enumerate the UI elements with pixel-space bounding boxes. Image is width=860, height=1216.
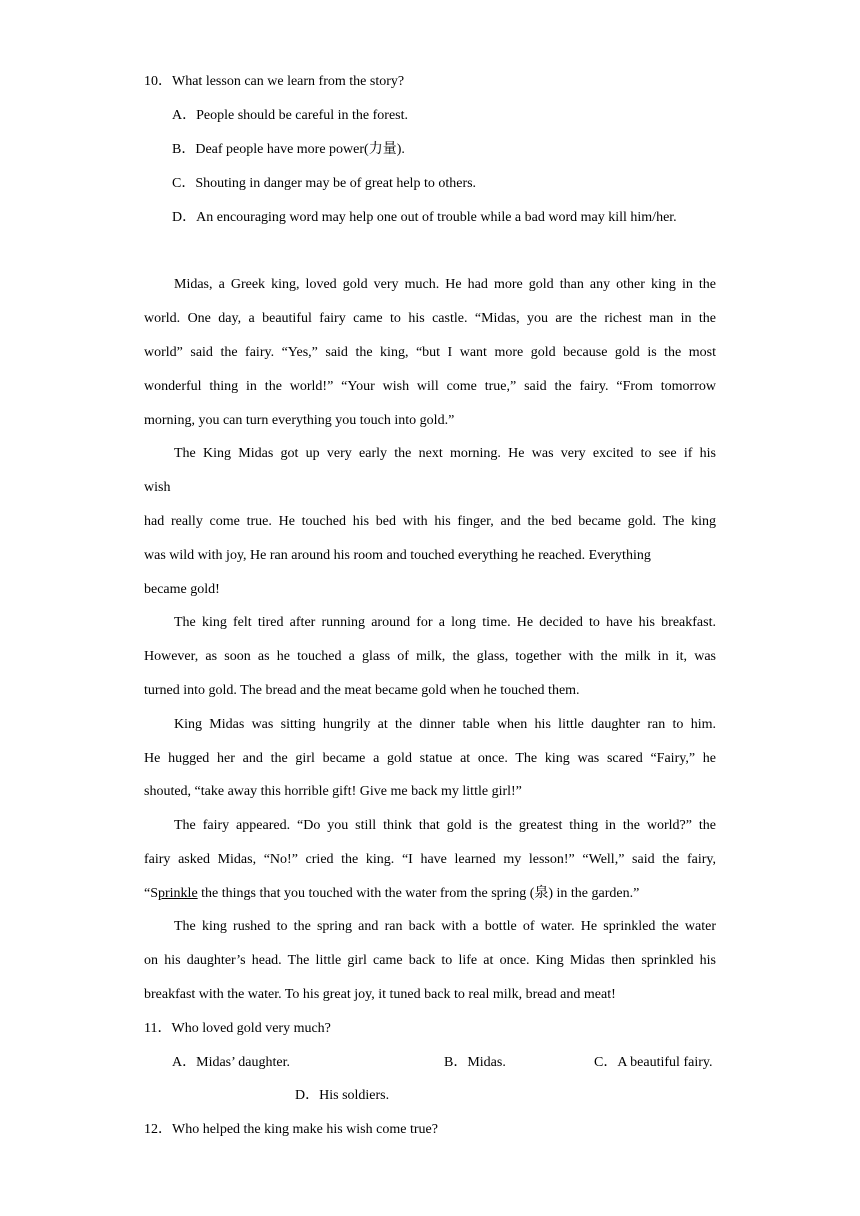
option-text: Deaf people have more power(力量). xyxy=(195,142,405,157)
passage-line: became gold! xyxy=(144,582,220,597)
option-letter: B． xyxy=(172,142,196,157)
passage-line: However, as soon as he touched a glass of milk, the glass, together with the milk in it, was xyxy=(144,649,716,664)
passage-line: Midas, a Greek king, loved gold very much. He had more gold than any other king in the xyxy=(174,277,716,292)
passage-line: world. One day, a beautiful fairy came to his castle. “Midas, you are the richest man in the xyxy=(144,311,716,326)
option-text: Shouting in danger may be of great help to others. xyxy=(195,176,477,191)
option-text: People should be careful in the forest. xyxy=(196,108,409,123)
passage-line xyxy=(144,884,716,904)
passage-line: He hugged her and the girl became a gold statue at once. The king was scared “Fairy,” he xyxy=(144,751,716,766)
option-letter: A． xyxy=(172,1055,197,1070)
passage-line: The king rushed to the spring and ran back with a bottle of water. He sprinkled the water xyxy=(174,919,716,934)
passage-line: shouted, “take away this horrible gift! Give me back my little girl!” xyxy=(144,784,522,799)
passage-line: fairy asked Midas, “No!” cried the king. “I have learned my lesson!” “Well,” said the fairy, xyxy=(144,852,716,867)
question-number: 11． xyxy=(144,1021,172,1036)
option-text: His soldiers. xyxy=(319,1088,390,1103)
question-10 xyxy=(144,72,716,92)
option-letter: B． xyxy=(444,1055,468,1070)
underlined-word: prinkle xyxy=(158,886,198,901)
passage-line: on his daughter’s head. The little girl came back to life at once. King Midas then sprinkled his xyxy=(144,953,716,968)
option-letter: D． xyxy=(172,210,197,225)
passage-line: world” said the fairy. “Yes,” said the king, “but I want more gold because gold is the most xyxy=(144,345,716,360)
question-text: What lesson can we learn from the story? xyxy=(172,74,405,89)
option-letter: C． xyxy=(172,176,196,191)
question-text: Who loved gold very much? xyxy=(171,1021,331,1036)
passage-line: morning, you can turn everything you touch into gold.” xyxy=(144,413,455,428)
question-11 xyxy=(144,1019,716,1039)
q11-option-d xyxy=(295,1086,389,1106)
option-letter: A． xyxy=(172,108,197,123)
option-text: A beautiful fairy. xyxy=(617,1055,713,1070)
option-letter: D． xyxy=(295,1088,320,1103)
passage-line: The fairy appeared. “Do you still think that gold is the greatest thing in the world?” the xyxy=(174,818,716,833)
option-text: Midas. xyxy=(467,1055,506,1070)
q11-option-c xyxy=(594,1053,712,1073)
passage-line: The king felt tired after running around for a long time. He decided to have his breakfast. xyxy=(174,615,716,630)
question-text: Who helped the king make his wish come true? xyxy=(172,1122,438,1137)
question-number: 10． xyxy=(144,74,172,89)
option-text: Midas’ daughter. xyxy=(196,1055,290,1070)
option-text: An encouraging word may help one out of trouble while a bad word may kill him/her. xyxy=(196,210,677,225)
passage-line: wish xyxy=(144,480,171,495)
passage-line: turned into gold. The bread and the meat became gold when he touched them. xyxy=(144,683,580,698)
question-12 xyxy=(144,1120,716,1140)
passage-line: was wild with joy, He ran around his room and touched everything he reached. Everything xyxy=(144,548,651,563)
passage-line: had really come true. He touched his bed with his finger, and the bed became gold. The king xyxy=(144,514,716,529)
q11-option-a xyxy=(172,1053,290,1073)
option-letter: C． xyxy=(594,1055,618,1070)
text-run: the things that you touched with the water from the spring (泉) in the garden.” xyxy=(197,886,640,901)
q10-option-c xyxy=(172,174,716,194)
q11-option-b xyxy=(444,1053,506,1073)
passage-line: wonderful thing in the world!” “Your wish will come true,” said the fairy. “From tomorrow xyxy=(144,379,716,394)
q10-option-a xyxy=(172,106,716,126)
passage-line: King Midas was sitting hungrily at the dinner table when his little daughter ran to him. xyxy=(174,717,716,732)
passage-line: breakfast with the water. To his great joy, it tuned back to real milk, bread and meat! xyxy=(144,987,616,1002)
question-number: 12． xyxy=(144,1122,172,1137)
q10-option-b xyxy=(172,140,716,160)
passage-line: The King Midas got up very early the next morning. He was very excited to see if his xyxy=(174,446,716,461)
q10-option-d xyxy=(172,208,716,228)
text-run: “S xyxy=(144,886,158,901)
